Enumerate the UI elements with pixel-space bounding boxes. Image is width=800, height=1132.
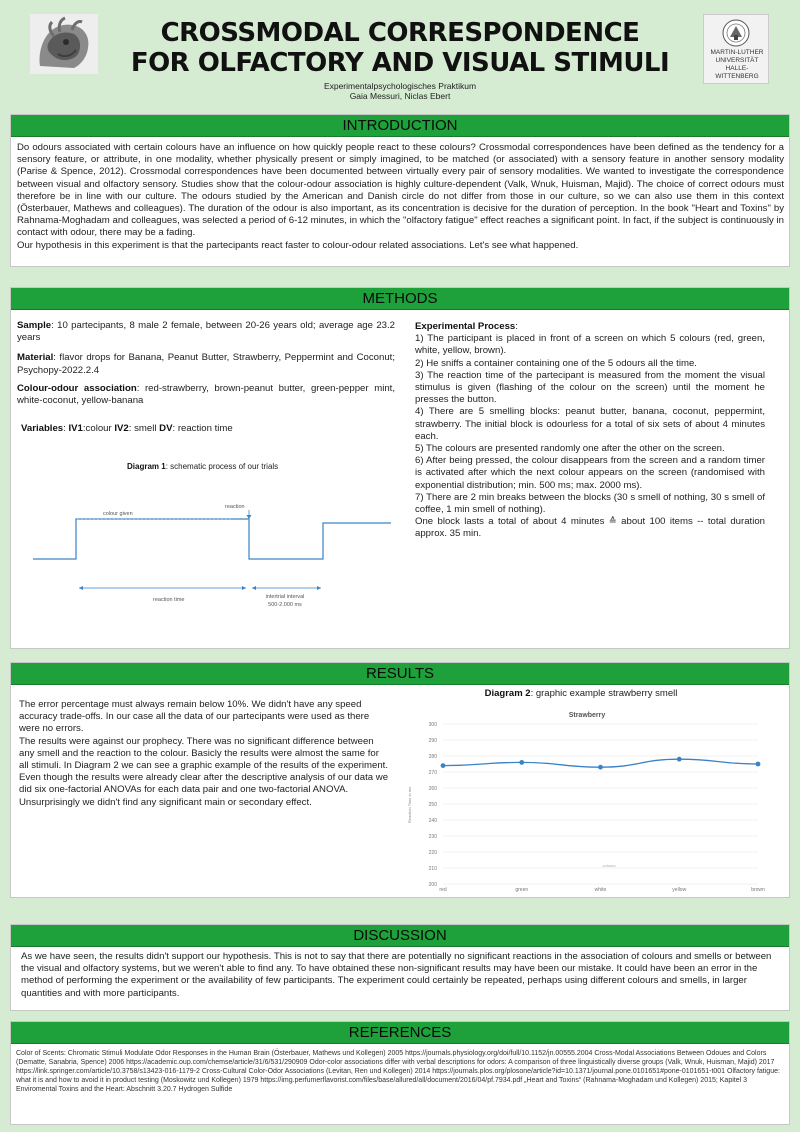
process-heading: Experimental Process: [415, 321, 518, 332]
reaction-time-label: reaction time [153, 597, 185, 603]
process-step: 5) The colours are presented randomly one after the other on the screen. [415, 443, 725, 455]
title-line-1: CROSSMODAL CORRESPONDENCE [160, 18, 640, 48]
references-section [10, 1021, 790, 1125]
discussion-heading: DISCUSSION [11, 925, 789, 947]
methods-heading: METHODS [11, 288, 789, 310]
data-point [519, 760, 524, 765]
process-step: 1) The participant is placed in front of a screen on which 5 colours (red, green, white, yellow, brown). [415, 333, 765, 357]
discussion-section [10, 924, 790, 1011]
strawberry-line-chart [403, 705, 778, 893]
data-point [598, 765, 603, 770]
university-seal-logo-icon [703, 14, 769, 84]
x-tick-label: white [594, 887, 607, 893]
poster-header [0, 0, 800, 108]
poster-title [110, 18, 690, 78]
x-tick-label: brown [751, 887, 765, 893]
chart-x-ticks [439, 887, 765, 893]
poster-subtitle [110, 81, 690, 101]
lion-statue-logo-icon [30, 14, 98, 74]
results-section [10, 662, 790, 898]
chart-title: Strawberry [568, 712, 606, 719]
process-step: 4) There are 5 smelling blocks: peanut butter, banana, coconut, peppermint, strawberry. The initial block is odourless for a total of six sets of about 4 minutes each. [415, 406, 765, 442]
results-text [19, 699, 391, 809]
methods-section [10, 287, 790, 649]
references-heading: REFERENCES [11, 1022, 789, 1044]
x-tick-label: yellow [672, 887, 687, 893]
trial-signal-line [33, 519, 391, 559]
process-step: 2) He sniffs a container containing one of the 5 odours all the time. [415, 357, 697, 369]
chart-x-axis-label: colours [602, 863, 616, 868]
diagram2-caption: Diagram 2: graphic example strawberry smell [484, 688, 678, 699]
diagram1-caption: Diagram 1: schematic process of our trials [127, 462, 279, 471]
process-step: 3) The reaction time of the partecipant is measured from the moment the visual stimulus is given (flashing of the colour on the screen) until the moment he presses the button. [415, 369, 765, 406]
reaction-label: reaction [225, 504, 245, 510]
sample-paragraph: Sample: 10 partecipants, 8 male 2 female, between 20-26 years old; average age 23.2 years [17, 320, 395, 344]
data-point [441, 763, 446, 768]
material-paragraph: Material: flavor drops for Banana, Peanut Butter, Strawberry, Peppermint and Coconut; Psychopy-2022.2.4 [17, 352, 395, 376]
data-point [756, 762, 761, 767]
intertrial-label: intertrial interval [265, 594, 305, 600]
process-step: One block lasts a total of about 4 minutes ≙ about 100 items -- total duration approx. 35 min. [415, 516, 765, 540]
methods-right-column [415, 321, 765, 541]
chart-y-axis-label: Reaction Time in ms [407, 786, 412, 824]
methods-left-column [17, 320, 395, 407]
references-text: Color of Scents: Chromatic Stimuli Modulate Odor Responses in the Human Brain (Österbauer, Mathews und Kollegen) 2005 https://journals.physiology.org/doi/full/10.1152/jn.00555.2004 Cross-Modal Associations Between Odoues and Colors (Dematte, Sanabria, Spence) 2006 https://academic.oup.com/chemse/article/31/6/531/290909 Odor-color associations differ with verbal descriptions for odors: A comparison of three linguistically diverse groups (Valk, Wnuk, Huisman, Majid) 2017 https://link.springer.com/article/10.3758/s13423-016-1179-2 Cross-Cultural Color-Odor Associations (Levitan, Ren und Kollegen) 2014 https://journals.plos.org/plosone/article?id=10.1371/journal.pone.0101651#pone-0101651-t001 Olfactory fatigue: what it is and how to avoid it in product testing (Moskowitz und Kollegen) 1979 https://img.perfumerflavorist.com/files/base/allured/all/document/2016/04/pf.7934.pdf „Heart and Toxins“ (Rahnama-Moghadam und Kollegen) 2015; Kapitel 3 Enviromental Toxins and the Heart: Abschnitt 3.20.7 Hydrogen Sulfide [16, 1050, 780, 1093]
y-tick-label: 210 [428, 866, 437, 872]
y-tick-label: 220 [428, 850, 437, 856]
x-tick-label: red [439, 887, 447, 893]
intertrial-range-label: 500-2.000 ms [268, 602, 302, 608]
data-point [677, 757, 682, 762]
introduction-text: Do odours associated with certain colours have an influence on how quickly people react to these colours? Crossmodal correspondences have been defined as the tendency for a sensory feature, or attribute, in one modality, whether physically present or simply imagined, to be matched (or associated) with a sensory feature in another sensory modality (Parise & Spence, 2012). Crossmodal correspondences have been documented between virtually every pair of sensory modalities. We wanted to investigate the correspondence between visual and olfactory sensory. Studies show that the colour-odour association is highly culture-dependent (Valk, Wnuk, Huisman, Majid). The choice of correct odours must therefore be in line with our culture. The odours studied by the American and Danish circle do not differ from those in our culture, so we can also use them in this context (Österbauer, Mathews and colleagues). The duration of the odour is also important, as its concentration is decisive for the duration of perception. In the book "Heart and Toxins" by Rahnama-Moghadam and colleagues, was selected a period of 6-12 minutes, in which the "olfactory fatigue" effect reaches a significant point. In fact, if the subject is continuously in contact with odour, there may be a fading. [17, 142, 784, 239]
discussion-text: As we have seen, the results didn't support our hypothesis. This is not to say that there are potentially no significant reactions in the association of colours and smells or between the visual and olfactory systems, but we weren't able to find any. To have obtained these non-significant results may have been our mistake. It could have been an error in the method of performing the experiment or the availability of few participants. The experiment could certainly be repeated, perhaps using different colours and smells, in larger quantities and with more participants. [21, 951, 772, 999]
course-name: Experimentalpsychologisches Praktikum [323, 81, 477, 91]
chart-y-ticks [429, 722, 438, 888]
y-tick-label: 200 [428, 882, 437, 888]
process-step: 7) There are 2 min breaks between the blocks (30 s smell of nothing, 30 s smell of coffee, 1 min smell of nothing). [415, 491, 765, 516]
y-tick-label: 230 [428, 834, 437, 840]
y-tick-label: 260 [428, 786, 437, 792]
results-paragraph: The error percentage must always remain below 10%. We didn't have any speed accuracy trade-offs. In our case all the data of our partecipants were used as there were no errors. [19, 699, 370, 735]
y-tick-label: 250 [428, 802, 437, 808]
results-paragraph: The results were against our prophecy. There was no significant difference between any smell and the reaction to the colour. Basicly the results were almost the same for all stimuli. In Diagram 2 we can see a graphic example of the results of the experiment. [19, 735, 389, 772]
introduction-heading: INTRODUCTION [11, 115, 789, 137]
introduction-body [17, 142, 784, 252]
association-paragraph: Colour-odour association: red-strawberry, brown-peanut butter, green-pepper mint, white-coconut, yellow-banana [17, 382, 395, 407]
y-tick-label: 240 [428, 818, 437, 824]
results-heading: RESULTS [11, 663, 789, 685]
colour-given-label: colour given [103, 511, 133, 517]
title-line-2: FOR OLFACTORY AND VISUAL STIMULI [130, 48, 670, 78]
y-tick-label: 300 [428, 722, 437, 728]
authors: Gaia Messuri, Niclas Ebert [349, 91, 451, 101]
introduction-section [10, 114, 790, 267]
process-step: 6) After being pressed, the colour disappears from the screen and a random timer is activated after which the next colour appears on the screen (randomised with exponential distribution; min. 500 ms; max. 2000 ms). [415, 455, 765, 491]
university-name: MARTIN-LUTHER UNIVERSITÄT HALLE-WITTENBERG [710, 49, 764, 80]
chart-grid [443, 724, 758, 884]
y-tick-label: 280 [428, 754, 437, 760]
x-tick-label: green [515, 887, 529, 893]
diagram1-schematic [31, 493, 401, 618]
y-tick-label: 290 [428, 738, 437, 744]
results-paragraph: Even though the results were already clear after the descriptive analysis of our data we did six one-factorial ANOVAs for each data pair and one two-factorial ANOVA. Unsurprisingly we didn't find any significant main or secondary effect. [19, 772, 389, 808]
y-tick-label: 270 [428, 770, 437, 776]
hypothesis-text: Our hypothesis in this experiment is that the partecipants react faster to colour-odour related associations. Let's see what happened. [17, 239, 579, 251]
variables-line: Variables: IV1:colour IV2: smell DV: reaction time [21, 423, 233, 434]
